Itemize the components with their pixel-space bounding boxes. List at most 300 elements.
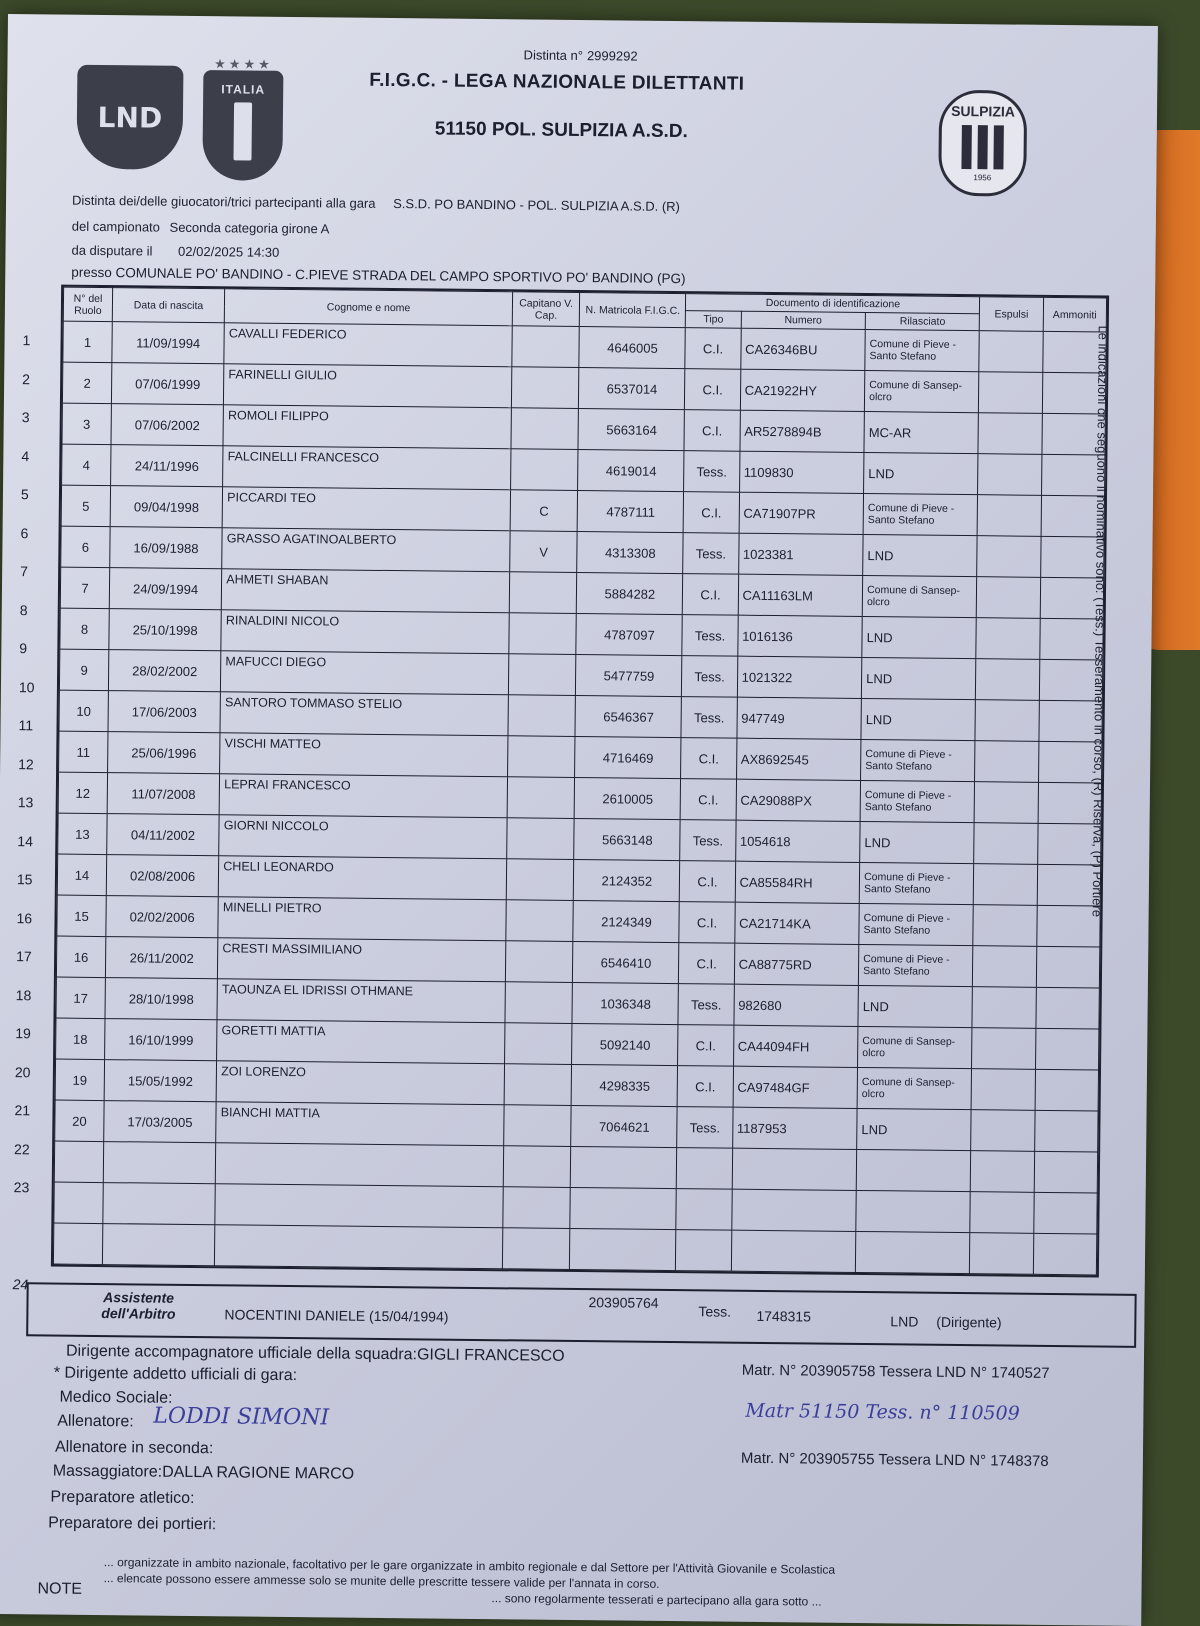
cell-capitano (508, 695, 576, 737)
cell-capitano (511, 408, 579, 450)
cell-rilasciato: Comune di Pieve - Santo Stefano (858, 944, 973, 986)
lnd-logo-text: LND (97, 100, 163, 135)
note-label: NOTE (37, 1580, 83, 1598)
cell-capitano (507, 777, 575, 819)
italia-stripe-icon (233, 102, 252, 160)
cell-capitano (506, 900, 574, 942)
cell-ruolo (54, 1141, 103, 1183)
header-nascita: Data di nascita (112, 288, 225, 323)
cell-rilasciato (856, 1149, 971, 1191)
cell-capitano: V (510, 531, 578, 573)
cell-capitano (502, 1228, 570, 1270)
header-capitano: Capitano V. Cap. (512, 292, 580, 327)
cell-rilasciato: Comune di Pieve - Santo Stefano (859, 903, 974, 945)
cell-espulsi (973, 905, 1037, 947)
cell-ruolo (53, 1223, 102, 1265)
cell-rilasciato: Comune di Pieve - Santo Stefano (859, 862, 974, 904)
cell-espulsi (974, 864, 1038, 906)
cell-matricola: 4787097 (576, 613, 683, 655)
cell-espulsi (979, 372, 1043, 414)
cell-numero: 1109830 (739, 451, 864, 493)
cell-tipo: C.I. (681, 779, 737, 821)
header-ruolo: N° del Ruolo (63, 287, 112, 322)
massaggiatore-line: Massaggiatore:DALLA RAGIONE MARCO (52, 1462, 355, 1483)
match-line-3-value: 02/02/2025 14:30 (178, 243, 280, 260)
cell-capitano (506, 859, 574, 901)
cell-name (215, 1225, 503, 1269)
addetto-line: * Dirigente addetto ufficiali di gara: (53, 1364, 298, 1385)
cell-dob: 28/02/2002 (108, 650, 221, 692)
cell-numero: 1023381 (738, 533, 863, 575)
cell-dob: 17/03/2005 (104, 1101, 217, 1143)
federation-title: F.I.G.C. - LEGA NAZIONALE DILETTANTI (369, 69, 745, 95)
cell-capitano: C (510, 490, 578, 532)
cell-capitano (511, 367, 579, 409)
header-ammoniti: Ammoniti (1043, 297, 1107, 332)
cell-rilasciato: LND (861, 657, 976, 699)
cell-name (215, 1143, 503, 1187)
cell-ruolo: 4 (62, 444, 111, 486)
cell-name: FALCINELLI FRANCESCO (223, 446, 511, 490)
cell-tipo: C.I. (684, 410, 740, 452)
cell-numero: CA97484GF (733, 1066, 858, 1108)
row-number: 23 (13, 1179, 30, 1196)
cell-tipo: Tess. (677, 1107, 733, 1149)
cell-rilasciato: Comune di Pieve - Santo Stefano (860, 780, 975, 822)
cell-tipo: Tess. (682, 656, 738, 698)
cell-name: AHMETI SHABAN (222, 569, 510, 613)
lnd-logo (76, 65, 183, 170)
cell-numero: 1016136 (737, 615, 862, 657)
assistant-numero: 1748315 (756, 1307, 812, 1325)
allenatore-handwritten: LODDI SIMONI (153, 1403, 330, 1431)
cell-name: VISCHI MATTEO (220, 733, 508, 777)
cell-matricola: 5663148 (574, 818, 681, 860)
sulpizia-logo (938, 90, 1027, 197)
cell-matricola: 4716469 (575, 736, 682, 778)
cell-matricola: 5663164 (578, 408, 685, 450)
cell-name: GIORNI NICCOLO (219, 815, 507, 859)
cell-matricola (570, 1228, 677, 1270)
cell-name: CRESTI MASSIMILIANO (218, 938, 506, 982)
cell-dob: 17/06/2003 (108, 691, 221, 733)
row-number: 5 (20, 486, 29, 503)
match-line-4 (71, 265, 685, 286)
cell-tipo: Tess. (680, 820, 736, 862)
cell-name: GORETTI MATTIA (217, 1020, 505, 1064)
cell-matricola: 6546367 (575, 695, 682, 737)
cell-name (215, 1184, 503, 1228)
cell-espulsi (976, 618, 1040, 660)
cell-matricola: 2124352 (574, 859, 681, 901)
cell-numero: CA71907PR (739, 492, 864, 534)
cell-dob: 24/11/1996 (111, 445, 224, 487)
cell-capitano (508, 654, 576, 696)
cell-numero: 1021322 (737, 656, 862, 698)
cell-espulsi (979, 331, 1043, 373)
cell-ruolo: 14 (57, 854, 106, 896)
header-tipo: Tipo (686, 311, 741, 329)
cell-matricola: 2124349 (573, 900, 680, 942)
cell-matricola: 2610005 (574, 777, 681, 819)
cell-espulsi (971, 1151, 1035, 1193)
cell-ruolo: 8 (60, 608, 109, 650)
cell-ruolo: 16 (56, 936, 105, 978)
cell-ruolo: 12 (58, 772, 107, 814)
cell-tipo: Tess. (682, 615, 738, 657)
cell-name: MAFUCCI DIEGO (221, 651, 509, 695)
cell-espulsi (973, 946, 1037, 988)
cell-capitano (507, 818, 575, 860)
roster-sheet (0, 14, 1158, 1626)
cell-rilasciato: Comune di Sansep- olcro (858, 1026, 973, 1068)
match-line-1-label: Distinta dei/delle giuocatori/trici partecipanti alla gara (71, 192, 376, 211)
allenatore-line: Allenatore: (57, 1412, 134, 1431)
cell-name: GRASSO AGATINOALBERTO (222, 528, 510, 572)
cell-capitano (505, 1023, 573, 1065)
cell-tipo: C.I. (683, 574, 739, 616)
cell-espulsi (974, 782, 1038, 824)
stars-icon: ★★★★ (214, 56, 273, 72)
cell-numero: CA44094FH (733, 1025, 858, 1067)
row-number-24: 24 (12, 1276, 29, 1293)
cell-matricola (570, 1187, 677, 1229)
cell-rilasciato: Comune di Pieve - Santo Stefano (863, 493, 978, 535)
row-number: 21 (14, 1102, 31, 1119)
row-number: 7 (20, 563, 29, 580)
match-line-1 (72, 193, 680, 214)
cell-espulsi (974, 823, 1038, 865)
portieri-line: Preparatore dei portieri: (48, 1514, 217, 1534)
cell-name: CHELI LEONARDO (219, 856, 507, 900)
cell-name: PICCARDI TEO (222, 487, 510, 531)
row-number: 9 (19, 640, 28, 657)
cell-matricola: 4298335 (571, 1064, 678, 1106)
italia-logo (202, 56, 283, 181)
cell-capitano (509, 613, 577, 655)
assistant-label: Assistente dell'Arbitro (101, 1289, 176, 1322)
cell-rilasciato: Comune di Sansep- olcro (862, 575, 977, 617)
assistant-matricola: 203905764 (588, 1294, 659, 1311)
row-number: 1 (22, 332, 31, 349)
roster-table (51, 285, 1109, 1278)
cell-numero: 1054618 (735, 820, 860, 862)
cell-tipo: C.I. (684, 492, 740, 534)
cell-capitano (504, 1105, 572, 1147)
cell-ruolo: 1 (63, 321, 112, 363)
cell-ruolo: 11 (59, 731, 108, 773)
cell-espulsi (976, 659, 1040, 701)
header-documento: Documento di identificazione (686, 294, 980, 314)
cell-numero: 982680 (734, 984, 859, 1026)
sulpizia-stripes-icon (958, 125, 1006, 170)
match-line-3 (71, 243, 279, 260)
row-number: 19 (15, 1025, 31, 1042)
header-matricola: N. Matricola F.I.G.C. (580, 293, 686, 328)
cell-dob: 26/11/2002 (105, 937, 218, 979)
cell-espulsi (977, 495, 1041, 537)
header-rilasciato: Rilasciato (865, 312, 979, 330)
cell-matricola: 5477759 (576, 654, 683, 696)
cell-rilasciato: MC-AR (864, 411, 979, 453)
cell-tipo (677, 1148, 733, 1190)
side-note: Le indicazioni che seguono il nominativo sono: (Tess.) Tesseramento in corso, (R) Riserva, (P) Portiere (1089, 325, 1111, 918)
assistant-rilasciato (890, 1313, 1001, 1330)
cell-rilasciato: Comune di Pieve - Santo Stefano (861, 739, 976, 781)
cell-matricola: 6546410 (573, 941, 680, 983)
cell-ruolo: 5 (61, 485, 110, 527)
cell-matricola: 5884282 (577, 572, 684, 614)
match-line-3-label: da disputare il (71, 242, 153, 259)
row-number: 6 (20, 524, 29, 541)
cell-dob: 02/02/2006 (106, 896, 219, 938)
row-number: 18 (15, 986, 32, 1003)
cell-dob (103, 1183, 216, 1225)
cell-capitano (505, 982, 573, 1024)
cell-matricola: 4646005 (579, 327, 686, 369)
cell-tipo: C.I. (679, 902, 735, 944)
match-line-4-value: COMUNALE PO' BANDINO - C.PIEVE STRADA DEL CAMPO SPORTIVO PO' BANDINO (PG) (115, 265, 686, 287)
cell-espulsi (971, 1069, 1035, 1111)
cell-dob (103, 1142, 216, 1184)
cell-ammoniti (1034, 1151, 1098, 1193)
cell-name: SANTORO TOMMASO STELIO (220, 692, 508, 736)
cell-ammoniti (1034, 1110, 1098, 1152)
cell-espulsi (975, 741, 1039, 783)
cell-capitano (511, 449, 579, 491)
row-number: 2 (22, 370, 31, 387)
cell-tipo: C.I. (678, 1025, 734, 1067)
assistant-tipo: Tess. (698, 1303, 732, 1320)
cell-numero: 947749 (737, 697, 862, 739)
cell-espulsi (978, 454, 1042, 496)
cell-numero: CA29088PX (736, 779, 861, 821)
distinta-number (520, 47, 638, 63)
distinta-label: Distinta n° (523, 47, 584, 64)
distinta-value: 2999292 (586, 48, 638, 64)
footer-fine-2: ... elencate possono essere ammesse solo se munite delle prescritte tessere valide per l'annata in corso. (103, 1571, 660, 1591)
row-number: 15 (16, 871, 33, 888)
cell-dob: 11/07/2008 (107, 773, 220, 815)
cell-matricola: 1036348 (572, 982, 679, 1024)
cell-rilasciato (856, 1190, 971, 1232)
cell-dob: 07/06/1999 (111, 363, 224, 405)
cell-dob: 25/06/1996 (108, 732, 221, 774)
cell-dob: 11/09/1994 (112, 322, 225, 364)
cell-name: MINELLI PIETRO (218, 897, 506, 941)
cell-rilasciato: LND (858, 985, 973, 1027)
cell-espulsi (970, 1192, 1034, 1234)
match-line-4-label: presso (71, 264, 112, 281)
cell-espulsi (978, 413, 1042, 455)
cell-tipo: Tess. (683, 533, 739, 575)
cell-numero: CA26346BU (740, 328, 865, 370)
cell-name: BIANCHI MATTIA (216, 1102, 504, 1146)
cell-ruolo: 10 (59, 690, 108, 732)
row-number: 13 (17, 794, 34, 811)
cell-rilasciato: LND (861, 698, 976, 740)
assistant-role: (Dirigente) (936, 1313, 1002, 1331)
cell-dob: 07/06/2002 (111, 404, 224, 446)
cell-name: ROMOLI FILIPPO (223, 405, 511, 449)
assistant-row (26, 1282, 1137, 1348)
cell-tipo: C.I. (680, 861, 736, 903)
cell-numero: 1187953 (732, 1107, 857, 1149)
cell-ruolo (54, 1182, 103, 1224)
allenatore-note-handwritten: Matr 51150 Tess. n° 110509 (745, 1399, 1020, 1425)
cell-ruolo: 19 (55, 1059, 104, 1101)
cell-ruolo: 18 (56, 1018, 105, 1060)
atletico-line: Preparatore atletico: (50, 1488, 195, 1508)
cell-rilasciato: LND (864, 452, 979, 494)
cell-name: CAVALLI FEDERICO (224, 323, 512, 367)
match-line-1-value: S.S.D. PO BANDINO - POL. SULPIZIA A.S.D. (R) (393, 196, 681, 215)
cell-tipo: Tess. (681, 697, 737, 739)
cell-ammoniti (1035, 1069, 1099, 1111)
cell-rilasciato: LND (860, 821, 975, 863)
cell-capitano (503, 1187, 571, 1229)
footer-fine-3: ... sono regolarmente tesserati e partecipano alla gara sotto ... (491, 1591, 822, 1609)
cell-tipo: Tess. (684, 451, 740, 493)
cell-rilasciato: LND (862, 616, 977, 658)
cell-numero (732, 1148, 857, 1190)
dirigente-line: Dirigente accompagnatore ufficiale della squadra:GIGLI FRANCESCO (65, 1342, 565, 1365)
cell-ruolo: 6 (61, 526, 110, 568)
cell-tipo: C.I. (685, 328, 741, 370)
row-number: 20 (14, 1063, 31, 1080)
cell-numero (731, 1230, 856, 1272)
cell-capitano (503, 1146, 571, 1188)
cell-rilasciato: Comune di Sansep- olcro (857, 1067, 972, 1109)
footer-fine-1: ... organizzate in ambito nazionale, facoltativo per le gare organizzate in ambito regionale e dal Settore per l'Attività Giovanile e Scolastica (103, 1555, 836, 1577)
cell-ruolo: 15 (57, 895, 106, 937)
assistant-ril-value: LND (890, 1313, 919, 1330)
row-number: 3 (21, 409, 30, 426)
cell-matricola: 4787111 (577, 490, 684, 532)
cell-tipo: C.I. (685, 369, 741, 411)
cell-name: RINALDINI NICOLO (221, 610, 509, 654)
cell-matricola (571, 1146, 678, 1188)
cell-capitano (512, 326, 580, 368)
row-number: 10 (18, 678, 35, 695)
cell-ammoniti (1035, 1028, 1099, 1070)
cell-rilasciato: LND (863, 534, 978, 576)
cell-name: LEPRAI FRANCESCO (219, 774, 507, 818)
cell-tipo: C.I. (678, 1066, 734, 1108)
cell-numero: AX8692545 (736, 738, 861, 780)
cell-numero (731, 1189, 856, 1231)
header-espulsi: Espulsi (980, 297, 1044, 332)
cell-ruolo: 20 (55, 1100, 104, 1142)
cell-capitano (509, 572, 577, 614)
massaggiatore-matr: Matr. N° 203905755 Tessera LND N° 1748378 (740, 1449, 1049, 1470)
cell-capitano (508, 736, 576, 778)
cell-capitano (504, 1064, 572, 1106)
row-number: 12 (18, 755, 34, 772)
cell-name: TAOUNZA EL IDRISSI OTHMANE (217, 979, 505, 1023)
cell-dob: 28/10/1998 (105, 978, 218, 1020)
cell-numero: CA85584RH (735, 861, 860, 903)
cell-matricola: 4313308 (577, 531, 684, 573)
row-number: 22 (14, 1140, 30, 1157)
cell-numero: CA11163LM (738, 574, 863, 616)
cell-matricola: 4619014 (578, 449, 685, 491)
cell-matricola: 7064621 (571, 1105, 678, 1147)
cell-ammoniti (1033, 1233, 1097, 1275)
row-number: 16 (16, 909, 33, 926)
cell-rilasciato: Comune di Pieve - Santo Stefano (865, 329, 980, 371)
row-number: 17 (16, 948, 32, 965)
cell-name: ZOI LORENZO (216, 1061, 504, 1105)
cell-tipo: Tess. (678, 984, 734, 1026)
header-numero: Numero (741, 311, 866, 329)
club-title: 51150 POL. SULPIZIA A.S.D. (434, 118, 688, 143)
row-number: 14 (17, 832, 34, 849)
cell-rilasciato: Comune di Sansep- olcro (864, 370, 979, 412)
cell-espulsi (977, 536, 1041, 578)
sulpizia-logo-year: 1956 (973, 173, 992, 183)
cell-ruolo: 9 (59, 649, 108, 691)
cell-espulsi (975, 700, 1039, 742)
cell-tipo (676, 1189, 732, 1231)
cell-tipo: C.I. (681, 738, 737, 780)
cell-ruolo: 2 (62, 362, 111, 404)
cell-numero: CA21714KA (734, 902, 859, 944)
cell-dob (102, 1224, 215, 1266)
medico-line: Medico Sociale: (59, 1388, 173, 1407)
row-number: 4 (21, 447, 30, 464)
cell-espulsi (971, 1110, 1035, 1152)
cell-rilasciato (855, 1231, 970, 1273)
cell-numero: AR5278894B (740, 410, 865, 452)
row-number: 8 (19, 601, 28, 618)
cell-name: FARINELLI GIULIO (224, 364, 512, 408)
cell-ruolo: 3 (62, 403, 111, 445)
cell-ruolo: 7 (60, 567, 109, 609)
cell-numero: CA88775RD (734, 943, 859, 985)
cell-ruolo: 13 (58, 813, 107, 855)
cell-numero: CA21922HY (740, 369, 865, 411)
sulpizia-logo-text: SULPIZIA (951, 102, 1016, 120)
cell-dob: 04/11/2002 (107, 814, 220, 856)
cell-espulsi (972, 1028, 1036, 1070)
cell-capitano (505, 941, 573, 983)
row-number: 11 (18, 717, 34, 734)
cell-tipo: C.I. (679, 943, 735, 985)
match-line-2 (72, 219, 330, 237)
header-nome: Cognome e nome (225, 289, 513, 326)
cell-matricola: 6537014 (579, 368, 686, 410)
cell-dob: 16/09/1988 (110, 527, 223, 569)
cell-ruolo: 17 (56, 977, 105, 1019)
cell-dob: 24/09/1994 (109, 568, 222, 610)
dirigente-matr: Matr. N° 203905758 Tessera LND N° 1740527 (741, 1361, 1050, 1382)
cell-dob: 25/10/1998 (109, 609, 222, 651)
match-line-2-label: del campionato (71, 218, 161, 235)
cell-ammoniti (1033, 1192, 1097, 1234)
cell-matricola: 5092140 (572, 1023, 679, 1065)
italia-logo-text: ITALIA (221, 82, 266, 97)
cell-dob: 09/04/1998 (110, 486, 223, 528)
cell-espulsi (970, 1233, 1034, 1275)
seconda-line: Allenatore in seconda: (54, 1438, 214, 1458)
cell-espulsi (977, 577, 1041, 619)
assistant-name: NOCENTINI DANIELE (15/04/1994) (224, 1306, 449, 1325)
cell-rilasciato: LND (857, 1108, 972, 1150)
cell-tipo (676, 1230, 732, 1272)
cell-dob: 02/08/2006 (106, 855, 219, 897)
cell-dob: 15/05/1992 (104, 1060, 217, 1102)
